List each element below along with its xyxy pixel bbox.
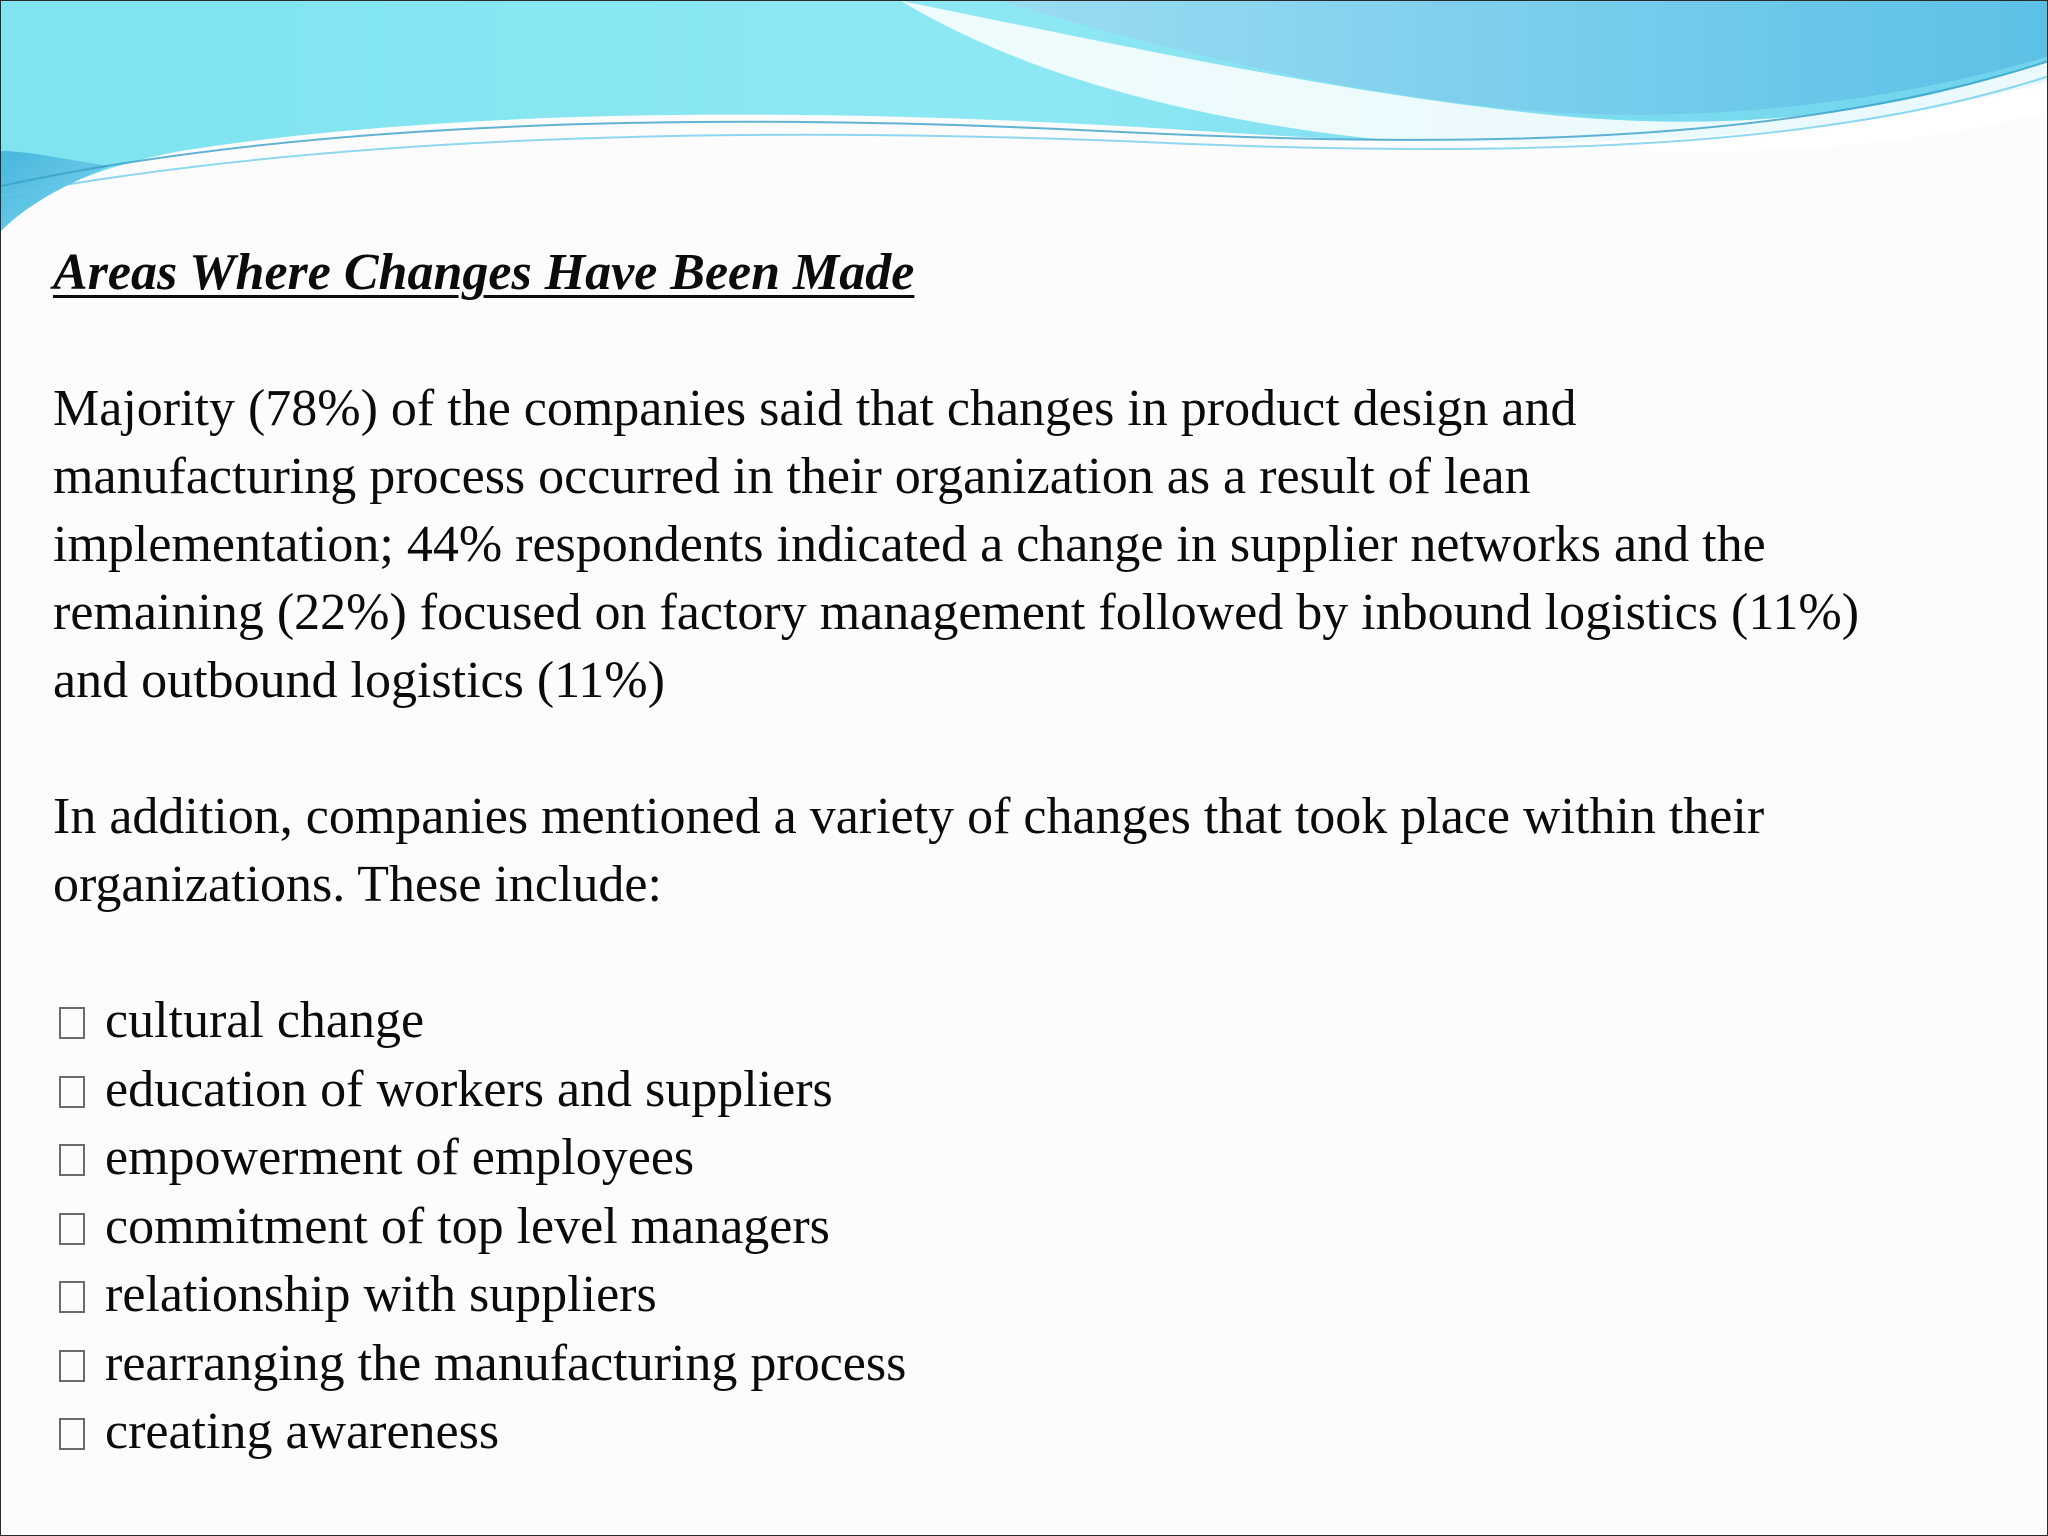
paragraph-line: In addition, companies mentioned a variety of changes that took place within their <box>53 788 1765 845</box>
decorative-wave-header <box>1 1 2048 241</box>
list-item-text: education of workers and suppliers <box>105 1060 833 1118</box>
list-item <box>53 1261 2043 1330</box>
bullet-box-icon <box>59 1350 85 1382</box>
list-item-text: empowerment of employees <box>105 1129 695 1186</box>
list-item-text: commitment of top level managers <box>105 1197 830 1255</box>
slide-heading: Areas Where Changes Have Been Made <box>53 244 915 301</box>
slide-content <box>53 239 2043 1467</box>
list-item <box>53 1193 2043 1262</box>
bullet-box-icon <box>59 1418 85 1450</box>
list-item <box>53 1056 2043 1125</box>
list-item-text: cultural change <box>105 992 425 1049</box>
bullet-box-icon <box>59 1213 85 1245</box>
paragraph-line: manufacturing process occurred in their organization as a result of lean <box>53 448 1531 505</box>
changes-list <box>53 987 2043 1467</box>
list-item-text: relationship with suppliers <box>105 1266 657 1323</box>
paragraph-line: organizations. These include: <box>53 856 662 913</box>
paragraph-line: remaining (22%) focused on factory management followed by inbound logistics (11%) <box>53 584 1860 641</box>
paragraph-line: Majority (78%) of the companies said that changes in product design and <box>53 380 1577 437</box>
list-item-text: rearranging the manufacturing process <box>105 1334 907 1392</box>
paragraph-line: implementation; 44% respondents indicated a change in supplier networks and the <box>53 516 1766 573</box>
bullet-box-icon <box>59 1281 85 1313</box>
list-item <box>53 1398 2043 1467</box>
paragraph-line: and outbound logistics (11%) <box>53 652 665 709</box>
list-item <box>53 987 2043 1056</box>
list-item <box>53 1330 2043 1399</box>
list-item-text: creating awareness <box>105 1403 500 1460</box>
bullet-box-icon <box>59 1076 85 1108</box>
list-item <box>53 1124 2043 1193</box>
paragraph-summary <box>53 375 2043 715</box>
paragraph-additional <box>53 783 2043 919</box>
bullet-box-icon <box>59 1144 85 1176</box>
bullet-box-icon <box>59 1007 85 1039</box>
